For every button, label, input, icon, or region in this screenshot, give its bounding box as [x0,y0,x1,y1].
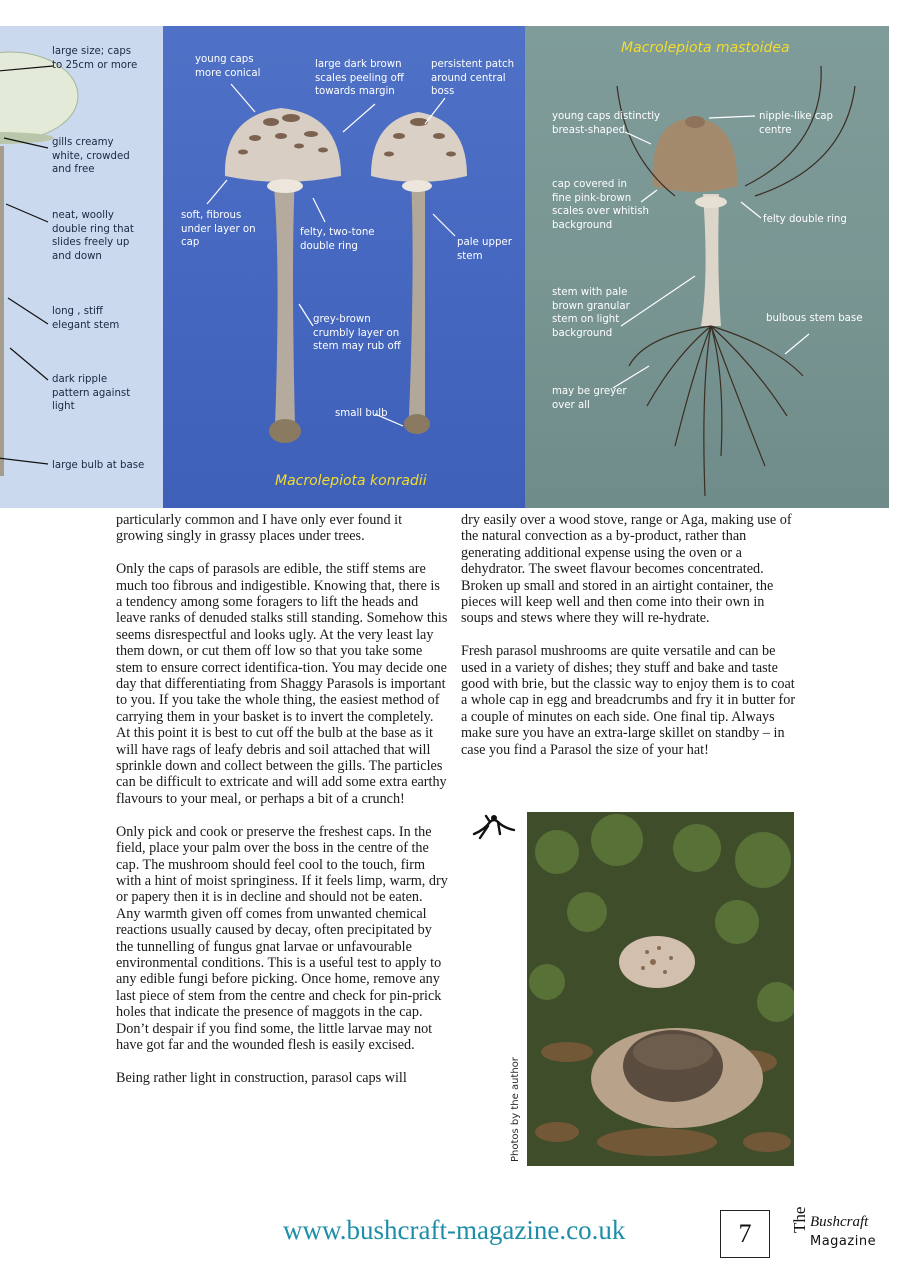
label-bulb: large bulb at base [52,460,145,471]
parasol-illustration [0,26,163,508]
mastoidea-ring [695,196,727,208]
label-pink-brown-scales: cap covered in fine pink-brown scales over whitish background [552,179,649,231]
parasol-stem [0,146,4,476]
label-dark-scales: large dark brown scales peeling off towards margin [315,59,404,98]
explorer-figure-icon [470,812,518,844]
label-breast-shaped: young caps distinctly breast-shaped [552,111,661,136]
article-column-2 [461,512,796,774]
label-soft-fibrous: soft, fibrous under layer on cap [181,210,256,249]
paragraph: Only the caps of parasols are edible, the stiff stems are much too fibrous and indigestible. Knowing that, there is a tendency among some foragers to lift the heads and leave ranks of denuded stalks still standing. Somehow this seems disrespectful and looks ugly. At the very least lay them down, or cut them off low so that you take some stem to ensure correct identifica-tion. You may decide one day that differentiating from Shaggy Parasols is important to you. If you take the whole thing, the easiest method of carrying them in your basket is to invert the completely. At this point it is best to cut off the bulb at the base as it will have rags of leafy debris and soil attached that will sprinkle down and collect between the gills. The particles can be difficult to extricate and will add some extra earthy flavours to your meal, or perhaps a bit of a crunch! [116,561,448,807]
paragraph: Being rather light in construction, parasol caps will [116,1069,407,1086]
mastoidea-illustration [525,26,889,508]
label-young-caps-conical: young caps more conical [195,54,261,79]
mastoidea-nipple [685,116,705,128]
left-photo-panel [0,26,163,508]
label-gills: gills creamy white, crowded and free [52,137,130,176]
species-mastoidea: Macrolepiota mastoidea [621,40,790,56]
paragraph: particularly common and I have only ever found it growing singly in grassy places under trees. [116,512,403,545]
konradii-photo-panel [163,26,525,508]
magazine-name-line1: Bushcraft [810,1214,869,1230]
label-ripple: dark ripple pattern against light [52,374,131,413]
label-felty-double-ring: felty double ring [763,214,847,225]
footer-website-link[interactable]: www.bushcraft-magazine.co.uk [283,1215,626,1245]
species-konradii: Macrolepiota konradii [275,473,427,489]
konradii-ring-1 [267,179,303,193]
article-column-1 [116,512,449,1103]
paragraph: Fresh parasol mushrooms are quite versatile and can be used in a variety of dishes; they stuff and bake and taste good with brie, but the classic way to enjoy them is to coat a whole cap in egg and breadcrumbs and fry it in butter for a couple of minutes on each side. One final tip. Always make sure you have an extra-large skillet on standby – in case you find a Parasol the size of your hat! [461,643,796,758]
mastoidea-stem [701,194,721,326]
label-greyer: may be greyer over all [552,386,627,411]
label-felty-ring: felty, two-tone double ring [300,227,375,252]
label-grey-brown-layer: grey-brown crumbly layer on stem may rub off [313,314,401,353]
hat-and-mushroom-photo [527,812,794,1166]
magazine-name-line2: Magazine [810,1234,877,1249]
label-large-size: large size; caps to 25cm or more [52,46,138,71]
photo-credit: Photos by the author [510,1057,521,1162]
konradii-bulb-2 [404,414,430,434]
label-nipple-centre: nipple-like cap centre [759,111,834,136]
mastoidea-cap [653,118,737,192]
paragraph: Only pick and cook or preserve the freshest caps. In the field, place your palm over the boss in the centre of the cap. The mushroom should feel cool to the touch, firm with a hint of moist springiness. If it feels limp, warm, dry or papery then it is in decline and should not be eaten. Any warmth given off comes from unwanted chemical reactions usually caused by decay, often precipitated by the tunnelling of fungus gnat larvae or unfavourable environmental conditions. This is a useful test to apply to any edible fungi before picking. Once home, remove any last piece of stem from the centre and check for pin-prick holes that indicate the presence of maggots in the cap. Don’t despair if you find some, the little larvae may not have got far and the wounded flesh is easily excised. [116,823,448,1053]
hat-photo-illustration [527,812,794,1166]
konradii-stem-1 [273,176,295,426]
magazine-the: The [790,1206,809,1233]
label-stem: long , stiff elegant stem [52,306,120,331]
konradii-stem-2 [409,176,425,416]
konradii-bulb-1 [269,419,301,443]
konradii-ring-2 [402,180,432,192]
mastoidea-photo-panel [525,26,889,508]
label-small-bulb: small bulb [335,408,388,419]
label-pale-upper-stem: pale upper stem [457,237,512,262]
label-persistent-patch: persistent patch around central boss [431,59,515,98]
label-granular-stem: stem with pale brown granular stem on light background [552,287,630,339]
label-bulbous-base: bulbous stem base [766,313,863,324]
photo-parasol-cap [619,936,695,988]
paragraph: dry easily over a wood stove, range or Aga, making use of the natural convection as a by-product, rather than generating additional expense using the oven or a dehydrator. The sweet flavour becomes concentrated. Broken up small and stored in an airtight container, the pieces will keep well and then come into their own in soups and stews where they will re-hydrate. [461,512,792,627]
label-double-ring: neat, woolly double ring that slides freely up and down [52,210,134,262]
page-number: 7 [720,1210,770,1258]
